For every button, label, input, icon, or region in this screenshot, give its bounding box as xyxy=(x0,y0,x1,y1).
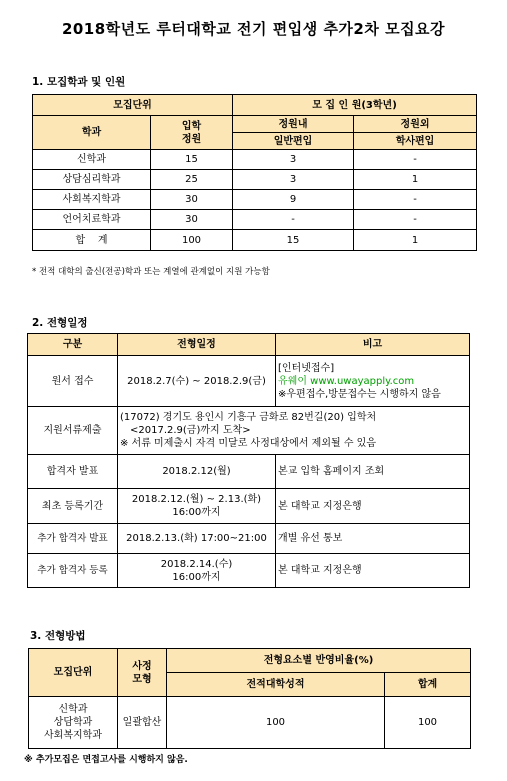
header-unit: 모집단위 xyxy=(29,649,118,697)
header-in: 정원내 xyxy=(233,116,354,133)
header-unit: 모집단위 xyxy=(33,95,233,116)
header-total: 모 집 인 원(3학년) xyxy=(233,95,477,116)
selection-table xyxy=(28,648,471,749)
header-ratio: 전형요소별 반영비율(%) xyxy=(167,649,471,673)
warning-line: ※ 서류 미제출시 자격 미달로 사정대상에서 제외될 수 있음 xyxy=(120,438,376,449)
table-row xyxy=(28,554,470,588)
header-bachelor: 학사편입 xyxy=(354,133,477,150)
documents-cell xyxy=(118,407,470,455)
header-model: 사정 모형 xyxy=(118,649,167,697)
section1-heading: 1. 모집학과 및 인원 xyxy=(32,76,126,88)
schedule-line: 2018.2.12.(월) ~ 2.13.(화) xyxy=(131,494,262,505)
table-row xyxy=(33,170,477,190)
model-cell: 일괄합산 xyxy=(118,697,167,749)
schedule-cell: 2018.2.12(월) xyxy=(118,455,276,489)
table-row xyxy=(28,489,470,524)
schedule-cell xyxy=(118,489,276,524)
section3-heading: 3. 전형방법 xyxy=(30,630,86,642)
remark-cell: 개별 유선 통보 xyxy=(276,524,470,554)
section1-note: * 전적 대학의 출신(전공)학과 또는 계열에 관계없이 지원 가능함 xyxy=(32,267,270,277)
section3-note: ※ 추가모집은 면접고사를 시행하지 않음. xyxy=(24,755,188,765)
table-row xyxy=(33,150,477,170)
deadline-line: <2017.2.9(금)까지 도착> xyxy=(130,425,251,436)
table-row xyxy=(28,455,470,489)
page-title: 2018학년도 루터대학교 전기 편입생 추가2차 모집요강 xyxy=(61,20,446,38)
bachelor-cell: 1 xyxy=(354,230,477,251)
dept-cell: 언어치료학과 xyxy=(33,210,151,230)
dept-cell: 상담심리학과 xyxy=(33,170,151,190)
dept-cell: 신학과 상담학과 사회복지학과 xyxy=(29,697,118,749)
quota-cell: 15 xyxy=(151,150,233,170)
remark-cell: 본 대학교 지정은행 xyxy=(276,489,470,524)
address-line: (17072) 경기도 용인시 기흥구 금화로 82번길(20) 입학처 xyxy=(120,412,377,423)
header-dept: 학과 xyxy=(33,116,151,150)
general-cell: - xyxy=(233,210,354,230)
schedule-line: 16:00까지 xyxy=(172,507,221,518)
header-quota: 입학 정원 xyxy=(151,116,233,150)
schedule-cell: 2018.2.7(수) ~ 2018.2.9(금) xyxy=(118,356,276,407)
table-row xyxy=(28,407,470,455)
header-category: 구분 xyxy=(28,334,118,356)
table-row xyxy=(33,190,477,210)
quota-cell: 100 xyxy=(151,230,233,251)
category-cell: 원서 접수 xyxy=(28,356,118,407)
header-previous-grades: 전적대학성적 xyxy=(167,673,385,697)
schedule-cell: 2018.2.13.(화) 17:00~21:00 xyxy=(118,524,276,554)
general-cell: 3 xyxy=(233,170,354,190)
dept-cell: 신학과 xyxy=(33,150,151,170)
previous-grades-cell: 100 xyxy=(167,697,385,749)
section2-heading: 2. 전형일정 xyxy=(32,317,88,329)
apply-link[interactable]: 유웨이 www.uwayapply.com xyxy=(278,375,415,387)
remark-cell xyxy=(276,356,470,407)
dept-cell: 사회복지학과 xyxy=(33,190,151,210)
category-cell: 지원서류제출 xyxy=(28,407,118,455)
schedule-line: 2018.2.14.(수) xyxy=(160,558,233,570)
quota-cell: 25 xyxy=(151,170,233,190)
table-row xyxy=(33,210,477,230)
header-general: 일반편입 xyxy=(233,133,354,150)
recruitment-table xyxy=(32,94,477,251)
general-cell: 15 xyxy=(233,230,354,251)
header-out: 정원외 xyxy=(354,116,477,133)
category-cell: 최초 등록기간 xyxy=(28,489,118,524)
quota-cell: 30 xyxy=(151,210,233,230)
remark-line: ※우편접수,방문접수는 시행하지 않음 xyxy=(278,388,441,400)
bachelor-cell: - xyxy=(354,210,477,230)
bachelor-cell: - xyxy=(354,190,477,210)
remark-cell: 본 대학교 지정은행 xyxy=(276,554,470,588)
remark-line: [인터넷접수] xyxy=(278,362,335,374)
header-remark: 비고 xyxy=(276,334,470,356)
category-cell: 합격자 발표 xyxy=(28,455,118,489)
bachelor-cell: 1 xyxy=(354,170,477,190)
sum-cell: 100 xyxy=(385,697,471,749)
quota-cell: 30 xyxy=(151,190,233,210)
total-row xyxy=(33,230,477,251)
table-row xyxy=(28,356,470,407)
general-cell: 9 xyxy=(233,190,354,210)
category-cell: 추가 합격자 등록 xyxy=(28,554,118,588)
schedule-line: 16:00까지 xyxy=(172,571,221,583)
remark-cell: 본교 입학 홈페이지 조회 xyxy=(276,455,470,489)
category-cell: 추가 합격자 발표 xyxy=(28,524,118,554)
header-sum: 합계 xyxy=(385,673,471,697)
header-schedule: 전형일정 xyxy=(118,334,276,356)
table-row xyxy=(29,697,471,749)
bachelor-cell: - xyxy=(354,150,477,170)
schedule-cell xyxy=(118,554,276,588)
dept-cell: 합 계 xyxy=(33,230,151,251)
table-row xyxy=(28,524,470,554)
general-cell: 3 xyxy=(233,150,354,170)
schedule-table xyxy=(27,333,470,588)
